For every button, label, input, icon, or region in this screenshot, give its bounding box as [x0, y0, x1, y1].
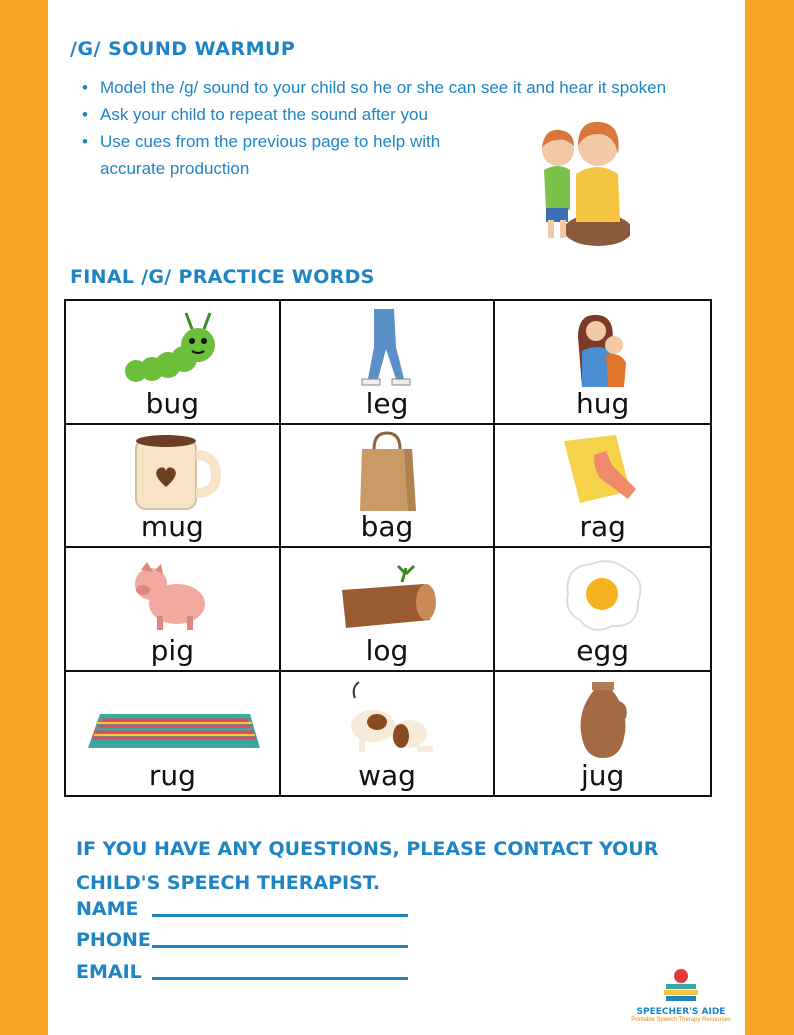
right-border — [745, 0, 794, 1035]
worksheet-page — [48, 0, 745, 1035]
word-card-jug — [495, 672, 710, 796]
name-input-line[interactable] — [152, 914, 408, 917]
word-label: hug — [576, 386, 630, 420]
brand-name: SPEECHER'S AIDE — [636, 1007, 726, 1017]
word-card-log — [281, 548, 496, 672]
paper-bag-icon — [352, 431, 422, 515]
word-label: bug — [145, 386, 199, 420]
dog-icon — [337, 678, 437, 762]
log-icon — [332, 554, 442, 638]
phone-label: PHONE — [76, 929, 151, 951]
pig-icon — [127, 554, 217, 638]
word-card-wag — [281, 672, 496, 796]
word-label: rag — [579, 510, 626, 543]
hug-icon — [568, 307, 638, 391]
caterpillar-icon — [122, 307, 222, 391]
word-label: leg — [365, 386, 409, 420]
warmup-bullet-2: • Ask your child to repeat the sound after you — [80, 101, 680, 128]
legs-icon — [352, 307, 422, 391]
word-label: egg — [576, 633, 630, 667]
word-card-pig — [66, 548, 281, 672]
word-label: rug — [148, 759, 196, 792]
practice-title: FINAL /G/ PRACTICE WORDS — [70, 266, 375, 288]
word-label: mug — [140, 510, 204, 543]
phone-input-line[interactable] — [152, 945, 408, 948]
word-label: log — [365, 633, 409, 667]
word-label: wag — [358, 759, 416, 792]
name-label: NAME — [76, 898, 139, 920]
word-card-bag — [281, 425, 496, 549]
jug-icon — [568, 678, 638, 762]
apple-books-icon — [656, 968, 706, 1002]
word-label: bag — [360, 510, 414, 543]
left-border — [0, 0, 48, 1035]
word-card-mug — [66, 425, 281, 549]
warmup-title: /G/ SOUND WARMUP — [70, 38, 296, 60]
word-card-bug — [66, 301, 281, 425]
word-card-rag — [495, 425, 710, 549]
word-label: jug — [581, 759, 625, 792]
word-card-hug — [495, 301, 710, 425]
rug-icon — [82, 678, 262, 762]
email-label: EMAIL — [76, 961, 142, 983]
warmup-bullet-3: • Use cues from the previous page to help with accurate production — [80, 128, 500, 182]
fried-egg-icon — [558, 554, 648, 638]
word-card-leg — [281, 301, 496, 425]
brand-tagline: Printable Speech Therapy Resources — [631, 1017, 731, 1023]
email-input-line[interactable] — [152, 977, 408, 980]
word-label: pig — [150, 633, 194, 667]
word-card-egg — [495, 548, 710, 672]
contact-message: IF YOU HAVE ANY QUESTIONS, PLEASE CONTACT YOUR CHILD'S SPEECH THERAPIST. — [76, 838, 659, 894]
word-card-rug — [66, 672, 281, 796]
rag-icon — [558, 431, 648, 515]
mug-icon — [122, 431, 222, 515]
brand-logo — [626, 968, 736, 1028]
warmup-bullet-1: • Model the /g/ sound to your child so he or she can see it and hear it spoken — [80, 74, 680, 101]
parent-child-illustration — [520, 112, 630, 250]
practice-word-grid — [64, 299, 712, 797]
